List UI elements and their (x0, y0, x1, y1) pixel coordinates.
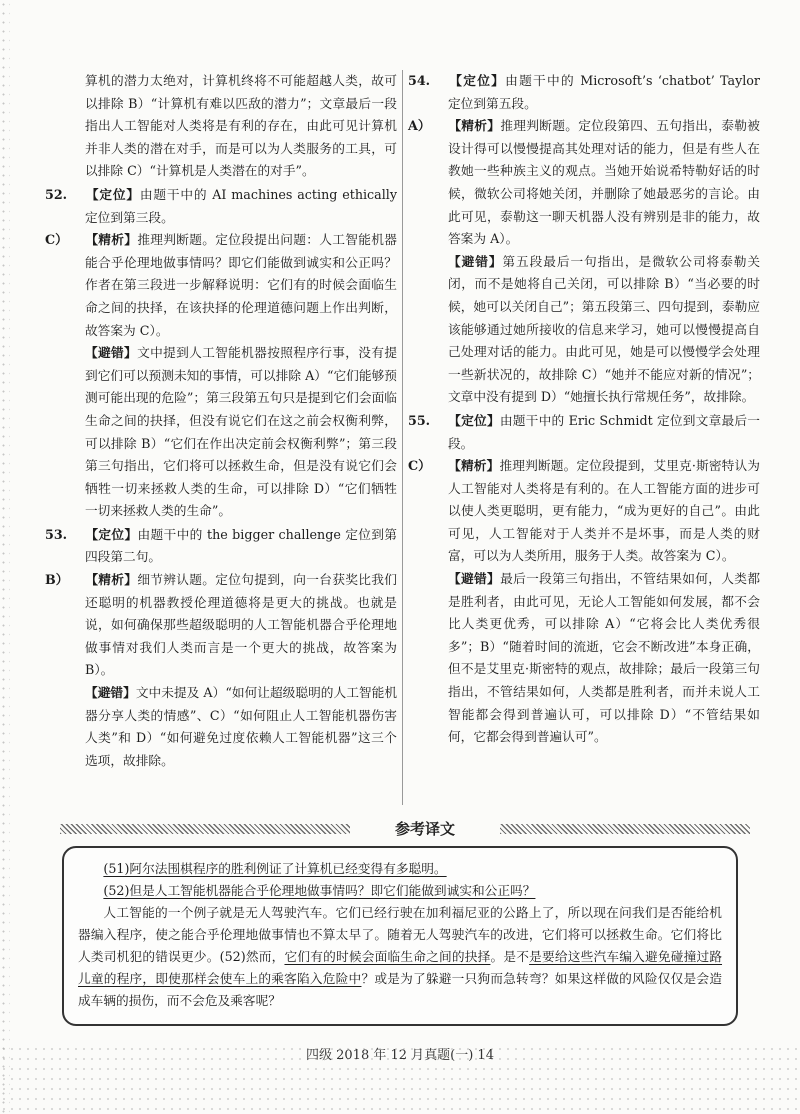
q52-locate: 52. 【定位】由题干中的 AI machines acting ethically 定位到第三段。 (45, 184, 397, 229)
q51-continuation: 算机的潜力太绝对，计算机终将不可能超越人类，故可以排除 B）“计算机有难以匹敌的潜力”；文章最后一段指出人工智能对人类将是有利的存在，由此可见计算机并非人类的潜在对手，而是可以为人类服务的工具，可以排除 C）“计算机是人类潜在的对手”。 (85, 73, 397, 179)
analysis-tag: 【精析】 (448, 118, 501, 134)
q53-locate: 53. 【定位】由题干中的 the bigger challenge 定位到第四段第二句。 (45, 524, 397, 569)
q55-block (408, 410, 760, 749)
answer-letter: C） (45, 232, 68, 248)
trap-tag: 【避错】 (448, 571, 501, 587)
q55-trap: 【避错】最后一段第三句指出，不管结果如何，人类都是胜利者，由此可见，无论人工智能如何发展，都不会比人类更优秀，可以排除 A）“它将会比人类优秀很多”；B）“随着时间的流逝，它会不断改进”本身正确，但不是艾里克·斯密特的观点，故排除；最后一段第三句指出，不管结果如何，人类都是胜利者，而并未说人工智能都会得到普遍认可，可以排除 D）“不管结果如何，它都会得到普遍认可”。 (448, 571, 761, 745)
translation-paragraph-2: (52)但是人工智能机器能合乎伦理地做事情吗？即它们能做到诚实和公正吗？ (103, 883, 536, 898)
translation-paragraph-1: (51)阿尔法围棋程序的胜利例证了计算机已经变得有多聪明。 (103, 861, 447, 876)
q54-trap: 【避错】第五段最后一句指出，是微软公司将泰勒关闭，而不是她将自己关闭，可以排除 B）“当必要的时候，她可以关闭自己”；第五段第三、四句提到，泰勒应该能够通过她所接收的信息来学习，她可以慢慢提高自己处理对话的能力。由此可见，她是可以慢慢学会处理一些新状况的，故排除 C）“她并不能应对新的情况”；文章中没有提到 D）“她擅长执行常规任务”，故排除。 (448, 253, 761, 405)
q52-block (45, 184, 397, 523)
q54-locate: 54. 【定位】由题干中的 Microsoft’s ‘chatbot’ Taylor 定位到第五段。 (408, 70, 760, 115)
answer-letter: C） (408, 458, 431, 474)
q52-analysis: C） 【精析】推理判断题。定位段提出问题：人工智能机器能合乎伦理地做事情吗？即它们能做到诚实和公正吗？作者在第三段进一步解释说明：它们有的时候会面临生命之间的抉择，在该抉择的伦理道德问题上作出判断，故答案为 C）。 (45, 229, 397, 342)
underlined-phrase: 它们有的时候会面临生命之间的抉择 (284, 949, 491, 964)
column-divider (402, 70, 403, 805)
trap-tag: 【避错】 (448, 253, 503, 269)
question-number: 55. (408, 412, 431, 428)
left-column (45, 70, 397, 773)
hatch-ornament-left (60, 824, 350, 834)
underlined-phrase: 是要给这些汽车编入避免碰撞过路儿童的程序，即使那样会使车上的乘客陷入危险中 (78, 949, 723, 986)
q53-analysis: B） 【精析】细节辨认题。定位句提到，向一台获奖比我们还聪明的机器教授伦理道德将是更大的挑战。也就是说，如何确保那些超级聪明的人工智能机器合乎伦理地做事情对我们人类而言是一个更大的挑战，故答案为 B）。 (45, 569, 397, 682)
analysis-tag: 【精析】 (85, 572, 138, 588)
question-number: 53. (45, 526, 68, 542)
q53-trap: 【避错】文中未提及 A）“如何让超级聪明的人工智能机器分享人类的情感”、C）“如何阻止人工智能机器伤害人类”和 D）“如何避免过度依赖人工智能机器”这三个选项，故排除。 (85, 685, 398, 768)
q52-trap: 【避错】文中提到人工智能机器按照程序行事，没有提到它们可以预测未知的事情，可以排除 A）“它们能够预测可能出现的危险”；第三段第五句只是提到它们会面临生命之间的抉择，但没有说它们在这之前会权衡利弊，可以排除 B）“它们在作出决定前会权衡利弊”；第三段第三句指出，它们将可以拯救生命，但是没有说它们会牺牲一切来拯救人类的生命，可以排除 D）“它们牺牲一切来拯救人类的生命”。 (85, 345, 398, 519)
right-column (408, 70, 760, 750)
locate-tag: 【定位】 (448, 412, 500, 428)
q54-block (408, 70, 760, 409)
translation-box (62, 846, 738, 1026)
locate-tag: 【定位】 (85, 526, 138, 542)
answer-letter: B） (45, 572, 69, 588)
page-footer: 四级 2018 年 12 月真题(一) 14 (306, 1048, 494, 1063)
q53-block (45, 524, 397, 773)
left-dot-border (0, 0, 10, 1114)
analysis-tag: 【精析】 (448, 458, 500, 474)
question-number: 52. (45, 186, 68, 202)
q55-analysis: C） 【精析】推理判断题。定位段提到，艾里克·斯密特认为人工智能对人类将是有利的。在人工智能方面的进步可以使人类更聪明，更有能力，“成为更好的自己”。由此可见，人工智能对于人类并不是坏事，而是人类的财富，可以为人类所用，服务于人类。故答案为 C）。 (408, 455, 760, 568)
translation-divider (60, 818, 750, 840)
analysis-tag: 【精析】 (85, 232, 138, 248)
answer-letter: A） (408, 118, 431, 134)
question-number: 54. (408, 73, 431, 88)
hatch-ornament-right (500, 824, 750, 834)
trap-tag: 【避错】 (85, 345, 138, 361)
trap-tag: 【避错】 (85, 685, 136, 701)
locate-tag: 【定位】 (448, 73, 506, 88)
translation-title: 参考译文 (394, 820, 455, 838)
q55-locate: 55. 【定位】由题干中的 Eric Schmidt 定位到文章最后一段。 (408, 410, 760, 455)
q54-analysis: A） 【精析】推理判断题。定位段第四、五句指出，泰勒被设计得可以慢慢提高其处理对话的能力，但是有些人在教她一些种族主义的观点。当她开始说希特勒好话的时候，微软公司将她关闭，并删除了她最恶劣的言论。由此可见，泰勒这一聊天机器人没有辨别是非的能力，故答案为 A）。 (408, 115, 760, 251)
translation-paragraph-3: 人工智能的一个例子就是无人驾驶汽车。它们已经行驶在加利福尼亚的公路上了，所以现在问我们是否能给机器编入程序，使之能合乎伦理地做事情也不算太早了。随着无人驾驶汽车的改进，它们将可以拯救生命。它们将比人类司机犯的错误更少。(52)然而，它们有的时候会面临生命之间的抉择。是不是要给这些汽车编入避免碰撞过路儿童的程序，即使那样会使车上的乘客陷入危险中？或是为了躲避一只狗而急转弯？如果这样做的风险仅仅是会造成车辆的损伤，而不会危及乘客呢？ (78, 905, 723, 1008)
locate-tag: 【定位】 (85, 186, 140, 202)
